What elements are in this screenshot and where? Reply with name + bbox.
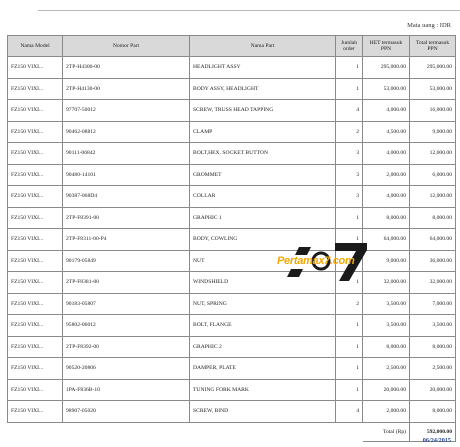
cell-part-name: NUT [190,250,336,272]
cell-part-name: CLAMP [190,121,336,143]
table-row [8,57,456,79]
cell-part-number: 98907-05020 [63,401,190,423]
cell-quantity: 3 [336,186,363,208]
cell-part-name: HEADLIGHT ASSY [190,57,336,79]
cell-quantity: 3 [336,143,363,165]
table-row [8,379,456,401]
cell-part-name: GROMMET [190,164,336,186]
table-row [8,78,456,100]
cell-total: 9,000.00 [410,121,456,143]
table-row [8,207,456,229]
cell-price: 20,000.00 [363,379,410,401]
cell-part-number: 90480-14101 [63,164,190,186]
cell-price: 3,500.00 [363,315,410,337]
cell-quantity: 4 [336,100,363,122]
cell-model: FZ150 VIXI... [8,293,63,315]
cell-part-number: 95802-06012 [63,315,190,337]
cell-quantity: 1 [336,78,363,100]
col-header-price: HET termasuk PPN [363,36,410,57]
parts-table [7,35,456,442]
table-row [8,293,456,315]
cell-quantity: 1 [336,315,363,337]
cell-part-number: 1PA-F836B-10 [63,379,190,401]
watermark-text: Pertamax7.com [277,255,355,267]
cell-part-name: SCREW, BIND [190,401,336,423]
cell-quantity: 1 [336,336,363,358]
cell-price: 64,000.00 [363,229,410,251]
cell-part-number: 2TP-H4300-00 [63,57,190,79]
table-row [8,250,456,272]
table-row [8,229,456,251]
cell-quantity: 3 [336,164,363,186]
col-header-part-number: Nomor Part [63,36,190,57]
cell-model: FZ150 VIXI... [8,229,63,251]
table-row [8,100,456,122]
cell-part-name: BOLT, FLANGE [190,315,336,337]
cell-price: 3,500.00 [363,293,410,315]
cell-price: 2,000.00 [363,164,410,186]
cell-total: 8,000.00 [410,207,456,229]
col-header-quantity: Jumlah order [336,36,363,57]
print-date: 06/24/2015 [422,437,451,444]
cell-total: 20,000.00 [410,379,456,401]
cell-part-number: 90520-20806 [63,358,190,380]
cell-total: 12,000.00 [410,186,456,208]
cell-quantity: 4 [336,401,363,423]
cell-part-name: SCREW, TRUSS HEAD TAPPING [190,100,336,122]
cell-price: 2,000.00 [363,401,410,423]
cell-quantity: 2 [336,121,363,143]
cell-price: 295,000.00 [363,57,410,79]
cell-model: FZ150 VIXI... [8,272,63,294]
cell-part-number: 2TP-H4130-00 [63,78,190,100]
cell-part-name: BODY, COWLING [190,229,336,251]
col-header-total: Total termasuk PPN [410,36,456,57]
table-row [8,358,456,380]
cell-quantity: 1 [336,229,363,251]
cell-quantity: 2 [336,293,363,315]
cell-part-name: BODY ASSY, HEADLIGHT [190,78,336,100]
cell-part-number: 97707-50012 [63,100,190,122]
cell-model: FZ150 VIXI... [8,57,63,79]
cell-model: FZ150 VIXI... [8,164,63,186]
cell-part-name: COLLAR [190,186,336,208]
cell-part-number: 2TP-F8392-00 [63,336,190,358]
cell-part-number: 2TP-F8391-00 [63,207,190,229]
cell-total: 53,000.00 [410,78,456,100]
cell-model: FZ150 VIXI... [8,401,63,423]
col-header-model: Nama Model [8,36,63,57]
cell-model: FZ150 VIXI... [8,207,63,229]
cell-quantity: 1 [336,358,363,380]
cell-total: 7,000.00 [410,293,456,315]
watermark-logo [277,241,369,283]
total-row [8,422,456,441]
table-row [8,401,456,423]
cell-model: FZ150 VIXI... [8,379,63,401]
cell-total: 8,000.00 [410,401,456,423]
currency-label: Mata uang : IDR [407,22,451,29]
table-row [8,272,456,294]
cell-model: FZ150 VIXI... [8,186,63,208]
cell-price: 2,500.00 [363,358,410,380]
table-header-row [8,36,456,57]
cell-model: FZ150 VIXI... [8,78,63,100]
cell-quantity: 1 [336,272,363,294]
cell-part-name: DAMPER, PLATE [190,358,336,380]
cell-total: 12,000.00 [410,143,456,165]
total-label: Total (Rp) [363,422,410,441]
cell-model: FZ150 VIXI... [8,250,63,272]
cell-price: 8,000.00 [363,336,410,358]
cell-part-number: 2TP-F8311-00-P4 [63,229,190,251]
col-header-part-name: Nama Part [190,36,336,57]
cell-price: 9,000.00 [363,250,410,272]
cell-part-name: GRAPHIC 1 [190,207,336,229]
cell-part-number: 90183-05807 [63,293,190,315]
cell-total: 6,000.00 [410,164,456,186]
cell-total: 16,000.00 [410,100,456,122]
cell-part-number: 90111-06842 [63,143,190,165]
cell-model: FZ150 VIXI... [8,336,63,358]
cell-quantity: 1 [336,379,363,401]
table-row [8,315,456,337]
cell-model: FZ150 VIXI... [8,358,63,380]
cell-total: 295,000.00 [410,57,456,79]
cell-price: 53,000.00 [363,78,410,100]
cell-model: FZ150 VIXI... [8,315,63,337]
cell-part-number: 2TP-F8381-00 [63,272,190,294]
cell-part-name: TUNING FORK MARK [190,379,336,401]
cell-total: 64,000.00 [410,229,456,251]
cell-total: 8,000.00 [410,336,456,358]
total-value: 592,000.00 [410,422,456,441]
cell-price: 32,000.00 [363,272,410,294]
table-row [8,164,456,186]
cell-model: FZ150 VIXI... [8,143,63,165]
cell-price: 4,000.00 [363,143,410,165]
cell-model: FZ150 VIXI... [8,100,63,122]
cell-part-name: NUT, SPRING [190,293,336,315]
table-row [8,186,456,208]
cell-part-name: GRAPHIC 2 [190,336,336,358]
cell-part-number: 90387-068D4 [63,186,190,208]
cell-total: 3,500.00 [410,315,456,337]
cell-part-number: 90462-08812 [63,121,190,143]
table-row [8,336,456,358]
cell-price: 8,000.00 [363,207,410,229]
cell-total: 32,000.00 [410,272,456,294]
cell-part-name: BOLT,HEX. SOCKET BUTTON [190,143,336,165]
table-row [8,121,456,143]
top-divider [38,10,460,11]
cell-quantity: 1 [336,57,363,79]
cell-total: 2,500.00 [410,358,456,380]
cell-price: 4,000.00 [363,186,410,208]
cell-price: 4,000.00 [363,100,410,122]
cell-total: 36,000.00 [410,250,456,272]
table-row [8,143,456,165]
cell-model: FZ150 VIXI... [8,121,63,143]
cell-quantity: 1 [336,207,363,229]
cell-part-name: WINDSHIELD [190,272,336,294]
cell-price: 4,500.00 [363,121,410,143]
cell-part-number: 90179-05849 [63,250,190,272]
